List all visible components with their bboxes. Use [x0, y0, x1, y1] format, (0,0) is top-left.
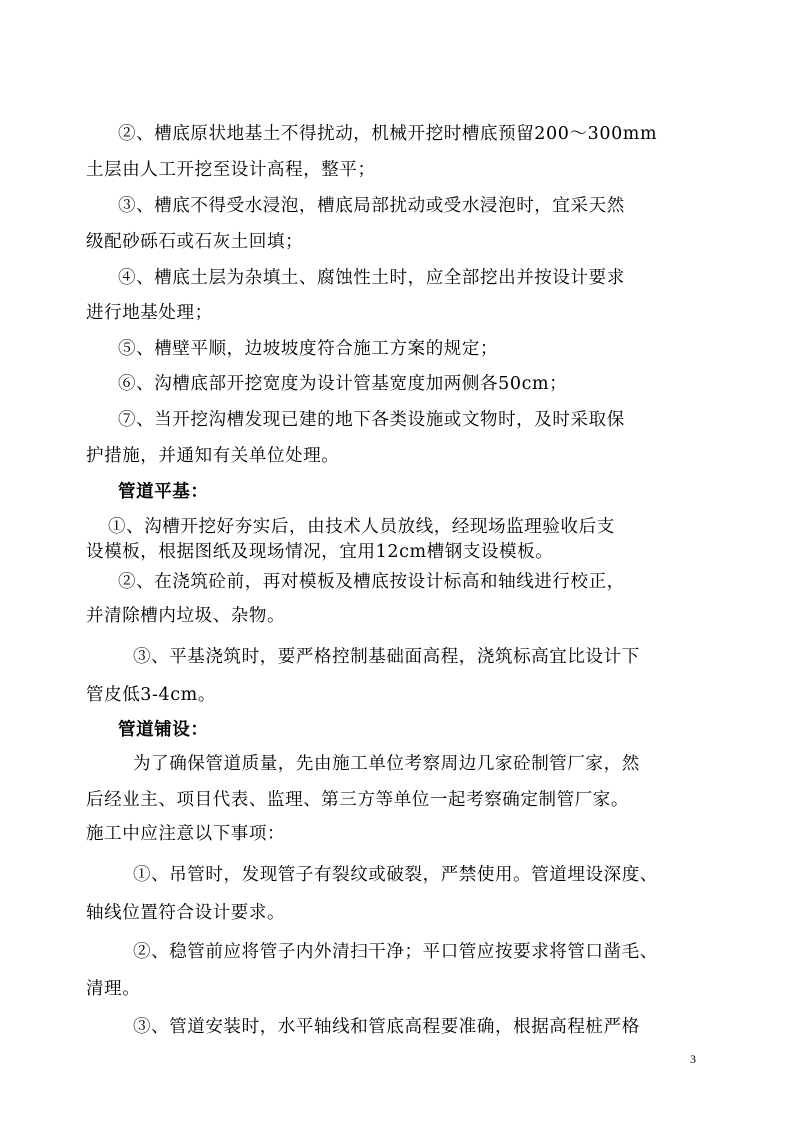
section-heading: 管道平基： [118, 482, 209, 502]
text-line: 施工中应注意以下事项： [86, 824, 286, 844]
text-line: ⑤、槽壁平顺，边坡坡度符合施工方案的规定； [118, 339, 499, 359]
text-line: ④、槽底土层为杂填土、腐蚀性土时，应全部挖出并按设计要求 [118, 268, 625, 288]
text-line: 并清除槽内垃圾、杂物。 [86, 606, 286, 626]
text-line: 清理。 [86, 979, 141, 999]
text-line: ①、吊管时，发现管子有裂纹或破裂，严禁使用。管道埋设深度、 [133, 865, 658, 885]
text-line: ⑦、当开挖沟槽发现已建的地下各类设施或文物时，及时采取保 [118, 410, 625, 430]
text-line: 进行地基处理； [86, 303, 213, 323]
page-number: 3 [690, 1052, 696, 1066]
text-line: 护措施，并通知有关单位处理。 [86, 446, 340, 466]
text-line: 管皮低3-4cm。 [86, 685, 216, 705]
text-line: ③、槽底不得受水浸泡，槽底局部扰动或受水浸泡时，宜采天然 [118, 196, 625, 216]
text-line: ②、稳管前应将管子内外清扫干净；平口管应按要求将管口凿毛、 [133, 942, 658, 962]
text-line: 轴线位置符合设计要求。 [86, 903, 286, 923]
text-line: ②、在浇筑砼前，再对模板及槽底按设计标高和轴线进行校正， [118, 572, 625, 592]
text-line: ⑥、沟槽底部开挖宽度为设计管基宽度加两侧各50cm； [118, 374, 568, 394]
text-line: 土层由人工开挖至设计高程，整平； [86, 160, 376, 180]
text-line: ③、管道安装时，水平轴线和管底高程要准确，根据高程桩严格 [133, 1017, 640, 1037]
text-line: 后经业主、项目代表、监理、第三方等单位一起考察确定制管厂家。 [86, 790, 629, 810]
text-line: 为了确保管道质量，先由施工单位考察周边几家砼制管厂家，然 [133, 754, 640, 774]
text-line: 级配砂砾石或石灰土回填； [86, 232, 304, 252]
text-line: ②、槽底原状地基土不得扰动，机械开挖时槽底预留200～300mm [118, 124, 658, 144]
text-line: 设模板，根据图纸及现场情况，宜用12cm槽钢支设模板。 [86, 542, 554, 562]
text-line: ③、平基浇筑时，要严格控制基础面高程，浇筑标高宜比设计下 [133, 647, 640, 667]
text-line: ①、沟槽开挖好夯实后，由技术人员放线，经现场监理验收后支 [108, 517, 615, 537]
section-heading: 管道铺设： [118, 720, 209, 740]
